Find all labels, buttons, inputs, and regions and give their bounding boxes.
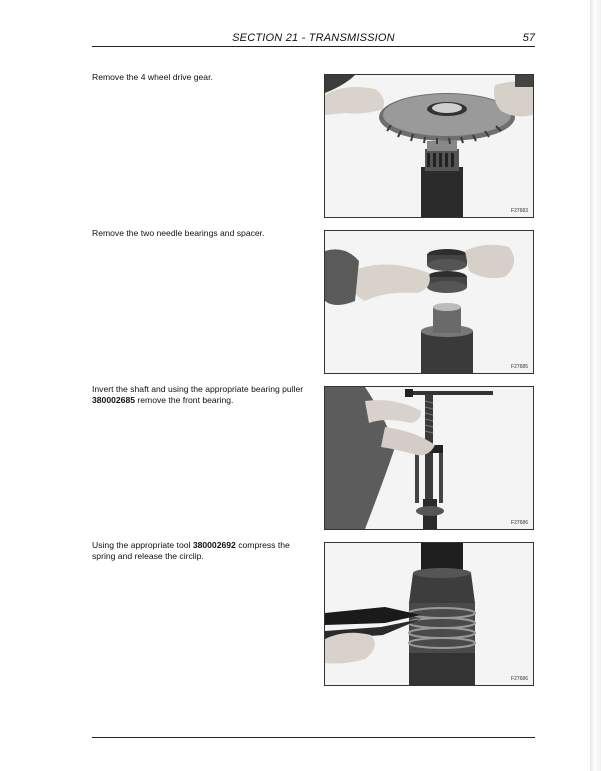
page-edge-shadow [590, 0, 601, 771]
figure-code: F27683 [511, 208, 528, 214]
step-3-text: Invert the shaft and using the appropriate bearing puller 380002685 remove the front bearing. [92, 384, 304, 405]
figure-code: F27686 [511, 676, 528, 682]
circlip-compression-image [325, 543, 533, 685]
footer-rule [92, 737, 535, 738]
gear-removal-image [325, 75, 533, 217]
step-3-photo [324, 386, 534, 530]
figure-code: F27685 [511, 364, 528, 370]
step-4-text: Using the appropriate tool 380002692 compress the spring and release the circlip. [92, 540, 290, 561]
needle-bearing-image [325, 231, 533, 373]
step-2-text: Remove the two needle bearings and spacer. [92, 228, 265, 238]
step-2-photo [324, 230, 534, 374]
bearing-puller-image [325, 387, 533, 529]
step-1-text: Remove the 4 wheel drive gear. [92, 72, 213, 82]
figure-code: F27686 [511, 520, 528, 526]
header-rule [92, 46, 535, 47]
page-number: 57 [522, 32, 535, 44]
step-4-photo [324, 542, 534, 686]
step-1-photo [324, 74, 534, 218]
page-header [92, 32, 535, 46]
section-title: SECTION 21 - TRANSMISSION [232, 32, 395, 44]
